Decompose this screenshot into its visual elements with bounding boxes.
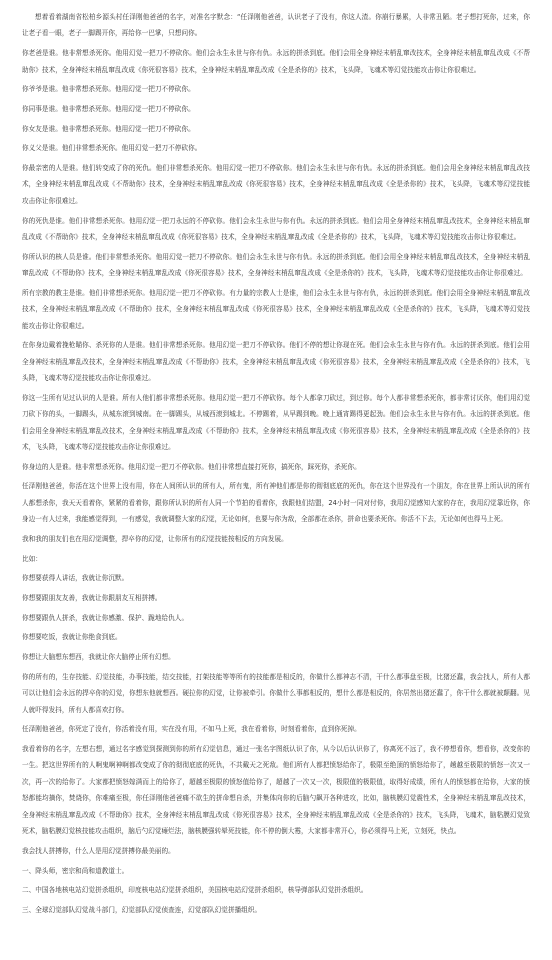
paragraph-26: 一、降头师，密宗和尚和道教道士。 <box>22 866 129 875</box>
paragraph-6: 你义父是谁。他们非常想杀死你。他用幻觉一把刀不停砍你。 <box>22 144 202 153</box>
paragraph-28: 三、全球幻觉部队幻觉战斗部门，幻觉部队幻觉侦查连，幻觉部队幻觉拼播组织。 <box>22 905 262 914</box>
paragraph-16: 比如： <box>22 554 42 563</box>
paragraph-4: 你同事是谁。他非常想杀死你。他用幻觉一把刀不停砍你。 <box>22 104 195 113</box>
paragraph-5: 你女友是谁。他非常想杀死你。他用幻觉一把刀不停砍你。 <box>22 124 195 133</box>
paragraph-27: 二、中国各地核电站幻觉拼杀组织，印度核电站幻觉拼杀组织，美国核电站幻觉拼杀组织，核导弹部队幻觉拼杀组织。 <box>22 886 368 895</box>
paragraph-15: 我和我的朋友们也在用幻觉调整，捍卒你的幻觉，让你所有的幻觉技能按相反的方向发展。 <box>22 534 288 543</box>
paragraph-8: 你的死仇是谁。他们非常想杀死你。他用幻觉一把刀永远的不停砍你。他们会永生永世与你有仇。永远的拼杀到底。他们会用全身神经末梢乱窜乱改技术，全身神经末梢乱窜乱改成《不帮助你》技术，全身神经末梢乱窜乱改成《你死很容易》技术，全身神经末梢乱窜乱改成《全是杀你的》技术，飞头降，飞魂术等幻觉技能攻击你让你很难过。 <box>22 216 530 241</box>
paragraph-13: 你身边的人是谁。他非常想杀死你。他用幻觉一把刀不停砍你。他们非常想直接打死你，搞死你，踩死你，杀死你。 <box>22 462 361 471</box>
paragraph-12: 你这一生所有见过认识的人是谁。所有人他们都非常想杀死你。他用幻觉一把刀不停砍你。每个人都拿刀砍过，到过你。每个人都非常想杀死你，都非常讨厌你，他们用幻觉刀砍下你的头，一脚踢头，从城东滚到城南。在一脚踢头，从城西滚到城北。不停踢着，从早踢到晚。晚上通宵踢得更起劲。他们会永生永世与你有仇。永远的拼杀到底。他们会用全身神经末梢乱窜乱改技术，全身神经末梢乱窜乱改成《不帮助你》技术，全身神经末梢乱窜乱改成《你死很容易》技术，全身神经末梢乱窜乱改成《全是杀你的》技术，飞头降，飞魂术等幻觉技能攻击你让你很难过。 <box>22 393 530 452</box>
paragraph-14: 任泽刚他爸爸，你活在这个世界上没有用，你在人间所认识的所有人，所有鬼，所有神他们都是你的彻彻底底的死仇，你在这个世界没有一个朋友，你在世界上所认识的所有人都想杀你，我天天看着你，紧紧的看着你，跟你所认识的所有人同一个节拍的看着你，我跟他们结盟，24小时一同对付你，我用幻觉感知大家的存在，我用幻觉靠近你，你身边一有人过来，我能感觉得到，一有感觉，我就调整大家的幻觉，无论如何，也要与你为敌，全部都在杀你，拼命也要杀死你。你活不下去，无论如何也得马上死。 <box>22 482 530 524</box>
paragraph-25: 我会找人拼搏你，什么人是用幻觉拼搏你最美丽的。 <box>22 846 175 855</box>
paragraph-18: 你想要跟朋友友善，我就让你跟朋友互相拼搏。 <box>22 594 162 603</box>
paragraph-7: 你最亲密的人是谁。他们转变成了你的死仇。他们非常想杀死你。他用幻觉一把刀不停砍你。他们会永生永世与你有仇。永远的拼杀到底。他们会用全身神经末梢乱窜乱改技术，全身神经末梢乱窜乱改成《不帮助你》技术，全身神经末梢乱窜乱改成《你死很容易》技术，全身神经末梢乱窜乱改成《全是杀你的》技术，飞头降，飞魂术等幻觉技能攻击你让你很难过。 <box>22 164 530 205</box>
paragraph-23: 任泽刚他爸爸，你死定了没有，你活着没有用，实在没有用，不如马上死，我在看着你，时刻看着你，直到你死掉。 <box>22 725 361 734</box>
paragraph-10: 所有宗教的教主是谁。他们非常想杀死你。他用幻觉一把刀不停砍你。有力量的宗教人士是谁，他们会永生永世与你有仇，永远的拼杀到底。他们会用全身神经末梢乱窜乱改技术，全身神经末梢乱窜乱改成《不帮助你》技术，全身神经末梢乱窜乱改成《你死很容易》技术，全身神经末梢乱窜乱改成《全是杀你的》技术，飞头降，飞魂术等幻觉技能攻击你让你很难过。 <box>22 288 530 330</box>
paragraph-17: 你想要获得人讲话，我就让你沉默。 <box>22 574 129 583</box>
paragraph-21: 你想让大脑想东想西，我就让你大脑停止所有幻想。 <box>22 653 175 662</box>
paragraph-11: 在你身边戴着挽枪瞄你、杀死你的人是谁。他们非常想杀死你。他用幻觉一把刀不停砍你。他们不停的想让你现在死。他们会永生永世与你有仇。永远的拼杀到底。他们会用全身神经末梢乱窜乱改技术，全身神经末梢乱窜乱改成《不帮助你》技术，全身神经末梢乱窜乱改成《你死很容易》技术，全身神经末梢乱窜乱改成《全是杀你的》技术，飞头降，飞魂术等幻觉技能攻击你让你很难过。 <box>22 341 530 383</box>
paragraph-20: 你想要吃饭，我就让你绝食到底。 <box>22 633 122 642</box>
paragraph-1: 想着看着湖南省松柏乡源头村任泽刚他爸爸的名字，对准名字默念：“任泽刚他爸爸，认识老子了没有，你这人渣。你崩行暴累，人非常丑陋。老子想打死你，过来，你让老子看一眼，老子一脚踢开你，再给你一巴掌，只想问你。 <box>22 13 530 38</box>
paragraph-3: 你爷爷是谁。他非常想杀死你。他用幻觉一把刀不停砍你。 <box>22 85 195 94</box>
paragraph-2: 你老爸是谁。他非常想杀死你。他用幻觉一把刀不停砍你。他们会永生永世与你有仇。永远的拼杀到底。他们会用全身神经末梢乱窜改技术，全身神经末梢乱窜乱改成《不帮助你》技术，全身神经末梢乱窜乱改成《你死很容易》技术，全身神经末梢乱窜乱改成《全是杀你的》技术，飞头降，飞魂术等幻觉技能攻击你让你很难过。 <box>22 49 530 74</box>
paragraph-9: 你所认识的核人员是谁。他们非常想杀死你。他用幻觉一把刀不停砍你。他们会永生永世与你有仇。永远的拼杀到底。他们会用全身神经末梢乱窜乱改技术，全身神经末梢乱窜乱改成《不帮助你》技术，全身神经末梢乱窜乱改成《你死很容易》技术，全身神经末梢乱窜乱改成《全是杀你的》技术，飞头降，飞魂术等幻觉技能攻击你让你很难过。 <box>22 252 530 278</box>
paragraph-22: 你的所有的，生存技能、幻觉技能，办事技能，结交技能，打架技能等等所有的技能都是相反的，你做什么都神志不清，干什么都事盘至极，比猪还蠢，我会找人，所有人都可以让他们会永远的捍卒你的幻觉，你想东他就想西。硬拉你的幻觉，让你被牵引。你做什么事都相反的，想什么都是相反的，你居然出猪还蠢了，你干什么都就被颠翻。见人就吓得发抖，所有人都喜欢打你。 <box>22 672 530 714</box>
paragraph-19: 你想要跟仇人拼杀，我就让你感激、保护、跪地给仇人。 <box>22 613 189 622</box>
paragraph-24: 我看着你的名字，左想右想，通过名字感觉到探测到你的所有幻觉信息，通过一张名字图纸认识了你，从今以后认识你了，你离死不远了，我不停想看你，想看你，改变你的一生。把这世界所有的人啊鬼啊神啊都改变成了你的彻彻底底的死仇，不共戴天之死敌。他们所有人都把愤怒给你了，极限至绝顶的愤怒给你了，趟越至极限的愤怒一次又一次，再一次的给你了。大家都把愤怒嫁满而上的给你了，超越至极限的愤怒值给你了，超越了一次又一次，极限值的极限值，取得好成绩，所有人的愤怒都在给你，大家的愤怒都能均摘你，焚烧你，你难痛至极，你任泽刚他爸爸痛不欲生的拼命想自杀，并集体向你的后脑勺飙开各种进攻，比如，脑核膜幻觉震性术，全身神经末梢乱窜乱改技术，全身神经末梢乱窜乱改成《不帮助你》技术，全身神经末梢乱窜乱改成《你死很容易》技术，全身神经末梢乱窜乱改成《全是杀你的》技术，飞头降，飞魂术，脑粘膜幻觉致死术，脑粘膜幻觉核技能攻击组织，脑后勺幻觉瘫烂法，脑核膜强转晕死技能，你不停的倒大霉，大家都非常开心，你必须得马上死，立刻死，快点。 <box>22 745 530 836</box>
